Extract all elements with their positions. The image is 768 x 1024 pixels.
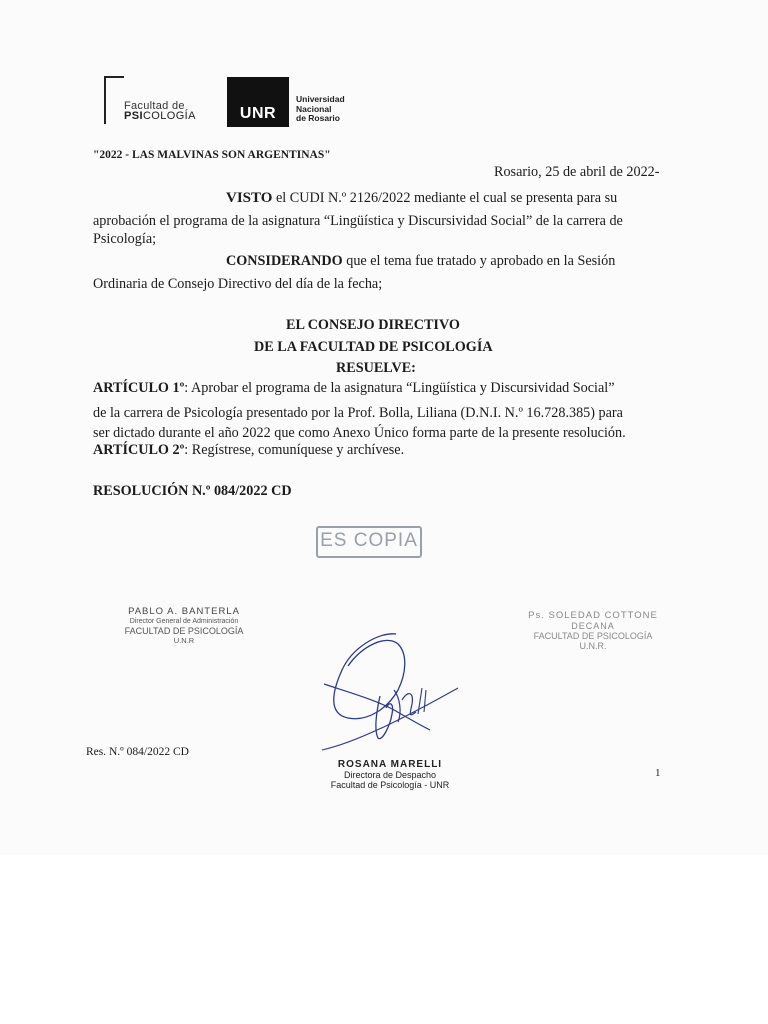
visto-line3: Psicología; <box>93 231 157 247</box>
articulo2-label: ARTÍCULO 2º <box>93 442 185 458</box>
signatory-left-org: FACULTAD DE PSICOLOGÍA <box>124 626 244 636</box>
facultad-psicologia-logo <box>104 76 214 124</box>
signatory-center-org: Facultad de Psicología - UNR <box>330 780 450 790</box>
header-motto: "2022 - LAS MALVINAS SON ARGENTINAS" <box>93 149 331 161</box>
signatory-left-role: Director General de Administración <box>129 618 239 625</box>
signatory-right-uni: U.N.R. <box>579 641 607 651</box>
unr-mark: UNR <box>239 105 277 122</box>
footer-reference: Res. N.º 084/2022 CD <box>86 746 189 758</box>
considerando-line1: CONSIDERANDO que el tema fue tratado y aprobado en la Sesión <box>226 253 616 269</box>
unr-logo <box>227 77 289 127</box>
considerando-line2: Ordinaria de Consejo Directivo del día de la fecha; <box>93 276 383 292</box>
signatory-left-name: PABLO A. BANTERLA <box>128 606 240 617</box>
signatory-left-uni: U.N.R <box>173 636 195 645</box>
signatory-center <box>300 760 480 790</box>
articulo1-line3: ser dictado durante el año 2022 que como Anexo Único forma parte de la presente resolución. <box>93 425 626 441</box>
articulo2-line: ARTÍCULO 2º: Regístrese, comuníquese y archívese. <box>93 442 405 458</box>
signatory-right-name: Ps. SOLEDAD COTTONE <box>528 610 658 621</box>
page-number: 1 <box>655 767 661 779</box>
articulo1-line2: de la carrera de Psicología presentado por la Prof. Bolla, Liliana (D.N.I. N.º 16.728.385) para <box>93 405 623 421</box>
signatory-center-role: Directora de Despacho <box>343 770 437 780</box>
visto-line2: aprobación el programa de la asignatura “Lingüística y Discursividad Social” de la carrera de <box>93 213 623 229</box>
logo-line1: Facultad de <box>124 100 185 112</box>
unr-name: Universidad Nacional de Rosario <box>296 94 345 123</box>
visto-line1: VISTO el CUDI N.º 2126/2022 mediante el cual se presenta para su <box>226 190 618 206</box>
considerando-label: CONSIDERANDO <box>226 253 343 269</box>
logo-line2: PSICOLOGÍA <box>124 110 196 122</box>
signatory-right-role: DECANA <box>571 621 615 631</box>
signatory-center-name: ROSANA MARELLI <box>337 759 443 770</box>
council-line3: RESUELVE: <box>336 360 416 376</box>
visto-label: VISTO <box>226 190 273 206</box>
es-copia-stamp: ES COPIA <box>316 526 422 558</box>
articulo1-line1: ARTÍCULO 1º: Aprobar el programa de la asignatura “Lingüística y Discursividad Social” <box>93 380 615 396</box>
resolucion-number: RESOLUCIÓN N.º 084/2022 CD <box>93 483 292 499</box>
handwritten-signature <box>318 630 468 765</box>
council-line1: EL CONSEJO DIRECTIVO <box>286 317 460 333</box>
date-line: Rosario, 25 de abril de 2022- <box>494 164 660 180</box>
signatory-right <box>518 611 668 651</box>
signatory-left <box>104 607 264 646</box>
logo-bracket <box>104 76 124 124</box>
articulo1-label: ARTÍCULO 1º <box>93 380 185 396</box>
signatory-right-org: FACULTAD DE PSICOLOGÍA <box>533 631 653 641</box>
council-line2: DE LA FACULTAD DE PSICOLOGÍA <box>254 339 493 355</box>
